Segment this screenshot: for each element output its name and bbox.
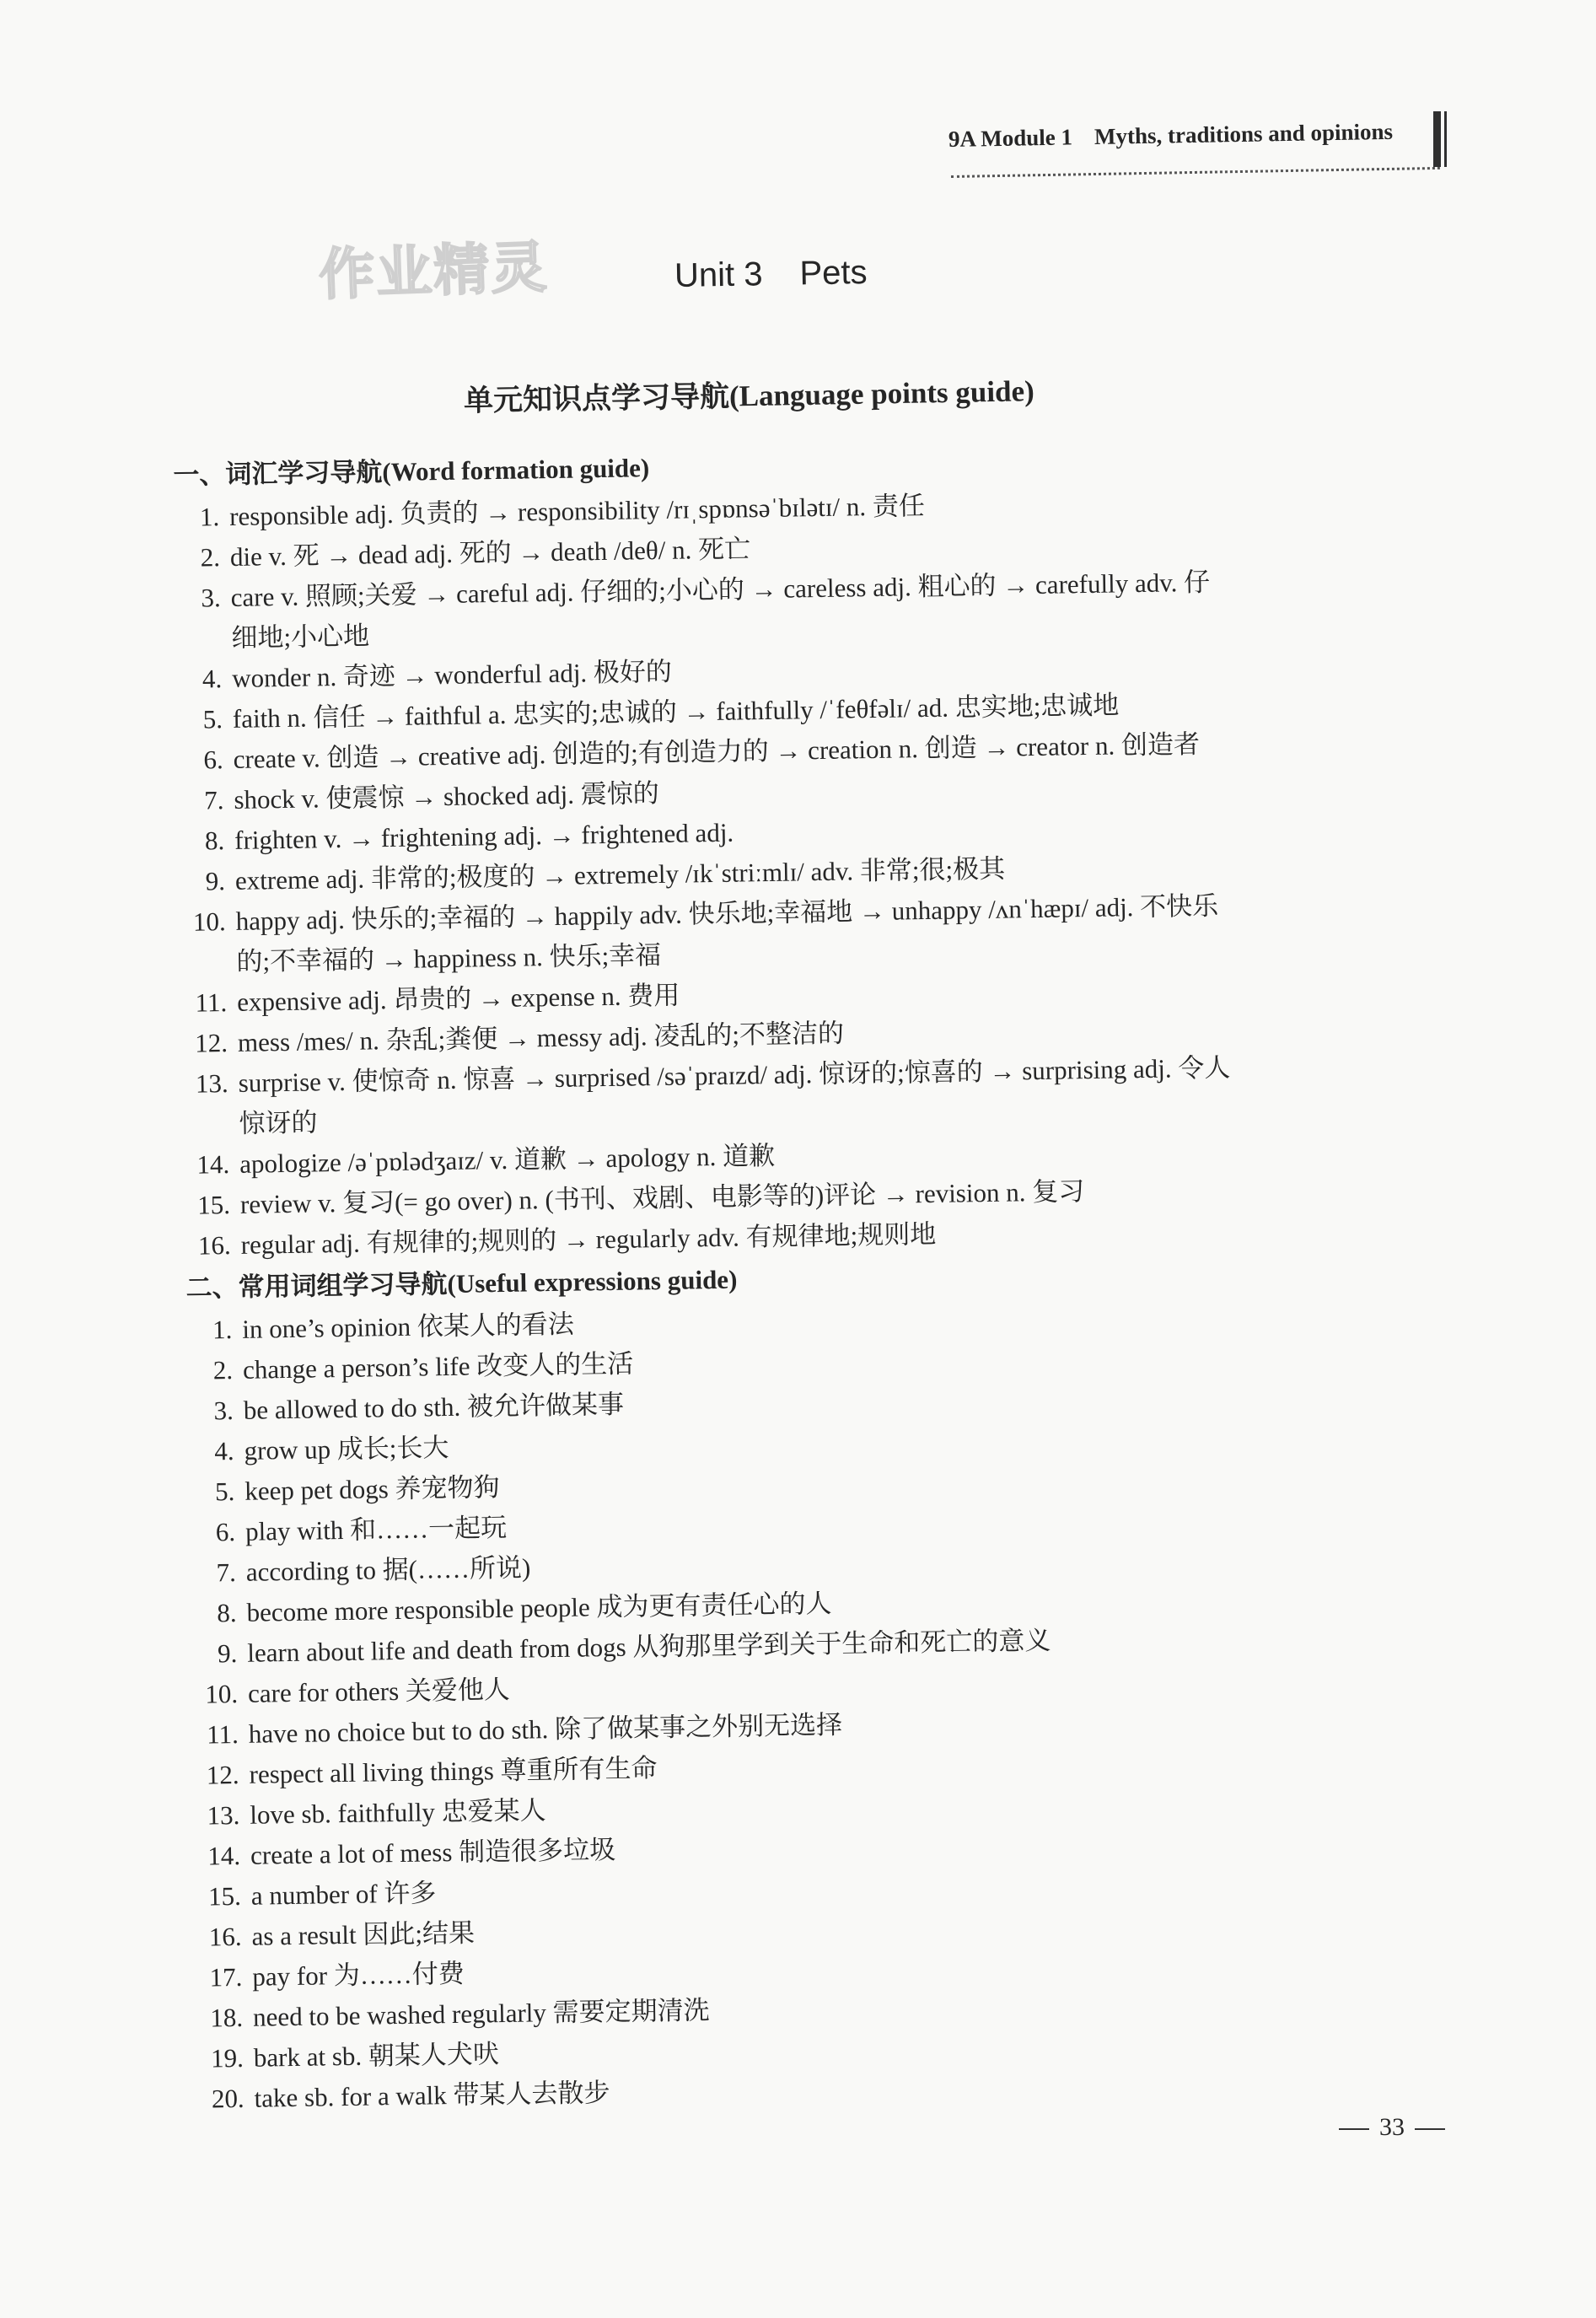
item-number: 6. (203, 745, 223, 775)
item-text: be allowed to do sth. 被允许做某事 (243, 1389, 625, 1425)
item-number: 8. (217, 1597, 237, 1628)
item-number: 7. (216, 1557, 237, 1588)
item-text: shock v. 使震惊 → shocked adj. 震惊的 (234, 777, 659, 815)
item-text: according to 据(……所说) (245, 1552, 531, 1587)
item-text: in one’s opinion 依某人的看法 (242, 1309, 575, 1344)
item-text: surprise v. 使惊奇 n. 惊喜 → surprised /səˈpraɪzd/ adj. 惊讶的;惊喜的 → surprising adj. 令人 (238, 1052, 1231, 1098)
item-number: 15. (207, 1880, 242, 1912)
item-number: 8. (204, 826, 225, 856)
item-text: apologize /əˈpɒlədʒaɪz/ v. 道歉 → apology n. 道歉 (239, 1140, 776, 1179)
item-number: 13. (207, 1799, 240, 1831)
guide-content (173, 433, 1514, 2119)
item-text-continuation: 细地;小心地 (231, 621, 370, 653)
item-text: keep pet dogs 养宠物狗 (245, 1472, 500, 1506)
item-text: happy adj. 快乐的;幸福的 → happily adv. 快乐地;幸福地 → unhappy /ʌnˈhæpɪ/ adj. 不快乐 (235, 890, 1219, 936)
item-text: mess /mes/ n. 杂乱;粪便 → messy adj. 凌乱的;不整洁的 (237, 1018, 845, 1057)
item-number: 6. (215, 1516, 236, 1547)
item-number: 9. (217, 1638, 238, 1669)
item-number: 20. (211, 2083, 245, 2114)
item-number: 4. (214, 1436, 234, 1466)
item-number: 14. (196, 1149, 230, 1180)
item-text: need to be washed regularly 需要定期清洗 (252, 1995, 710, 2032)
unit-label: Unit 3 (674, 255, 763, 294)
page-number (1329, 2113, 1455, 2142)
item-text: take sb. for a walk 带某人去散步 (254, 2078, 610, 2113)
section-heading: 二、常用词组学习导航(Useful expressions guide) (185, 1264, 738, 1303)
watermark-logo: 作业精灵 (317, 234, 550, 308)
item-number: 12. (206, 1759, 239, 1790)
item-text: respect all living things 尊重所有生命 (249, 1753, 658, 1789)
item-number: 13. (195, 1068, 229, 1099)
item-text: as a result 因此;结果 (251, 1917, 476, 1951)
running-header (948, 119, 1394, 153)
page-number-dash (1339, 2128, 1369, 2130)
item-number: 3. (201, 583, 221, 613)
header-edge-bar (1433, 111, 1441, 167)
item-text: responsible adj. 负责的 → responsibility /rɪˌspɒnsəˈbɪlətɪ/ n. 责任 (228, 491, 926, 531)
item-number: 5. (214, 1476, 235, 1507)
item-text-continuation: 的;不幸福的 → happiness n. 快乐;幸福 (236, 939, 662, 976)
item-text: create a lot of mess 制造很多垃圾 (250, 1834, 616, 1870)
item-number: 15. (196, 1190, 231, 1220)
item-text: care v. 照顾;关爱 → careful adj. 仔细的;小心的 → careless adj. 粗心的 → carefully adv. 仔 (230, 567, 1211, 612)
item-text: love sb. faithfully 忠爱某人 (250, 1795, 546, 1830)
item-number: 16. (197, 1230, 232, 1261)
item-number: 1. (199, 502, 220, 532)
item-number: 3. (213, 1396, 234, 1426)
item-text: grow up 成长;长大 (244, 1433, 449, 1466)
item-number: 9. (205, 866, 226, 896)
item-text: die v. 死 → dead adj. 死的 → death /deθ/ n. 死亡 (229, 534, 751, 572)
item-text: learn about life and death from dogs 从狗那里学到关于生命和死亡的意义 (247, 1625, 1051, 1668)
module-topic: Myths, traditions and opinions (1094, 118, 1394, 149)
item-number: 14. (207, 1840, 241, 1871)
section-heading: 一、词汇学习导航(Word formation guide) (173, 453, 650, 490)
item-number: 10. (192, 906, 226, 937)
item-text: become more responsible people 成为更有责任心的人 (246, 1588, 832, 1627)
guide-heading: 单元知识点学习导航(Language points guide) (463, 374, 1035, 417)
item-number: 4. (202, 664, 223, 694)
module-label: 9A Module 1 (948, 124, 1073, 152)
item-text: care for others 关爱他人 (247, 1674, 511, 1708)
item-text: a number of 许多 (250, 1878, 437, 1911)
unit-name: Pets (799, 254, 868, 293)
item-number: 12. (194, 1028, 228, 1058)
header-dotted-rule (951, 167, 1440, 178)
item-text: pay for 为……付费 (252, 1958, 465, 1992)
item-text: review v. 复习(= go over) n. (书刊、戏剧、电影等的)评论 → revision n. 复习 (239, 1176, 1085, 1219)
item-text-continuation: 惊讶的 (239, 1107, 318, 1138)
item-number: 2. (212, 1355, 234, 1385)
item-number: 19. (210, 2042, 245, 2073)
page-title (674, 254, 868, 295)
item-number: 2. (200, 542, 221, 573)
item-number: 11. (206, 1718, 239, 1750)
item-number: 17. (209, 1961, 243, 1993)
item-text: frighten v. → frightening adj. → frightened adj. (234, 817, 734, 855)
item-text: wonder n. 奇迹 → wonderful adj. 极好的 (231, 656, 673, 693)
item-number: 16. (208, 1921, 242, 1952)
page-number-value: 33 (1379, 2113, 1405, 2141)
item-text: regular adj. 有规律的;规则的 → regularly adv. 有规律地;规则地 (240, 1218, 937, 1260)
item-text: expensive adj. 昂贵的 → expense n. 费用 (236, 980, 680, 1017)
item-number: 1. (212, 1315, 233, 1345)
item-text: extreme adj. 非常的;极度的 → extremely /ɪkˈstriːmlɪ/ adv. 非常;很;极其 (234, 853, 1006, 895)
item-text: faith n. 信任 → faithful a. 忠实的;忠诚的 → faithfully /ˈfeθfəlɪ/ ad. 忠实地;忠诚地 (232, 690, 1120, 734)
item-number: 7. (203, 785, 224, 815)
item-text: create v. 创造 → creative adj. 创造的;有创造力的 → creation n. 创造 → creator n. 创造者 (233, 729, 1201, 774)
item-number: 11. (195, 987, 228, 1018)
item-number: 5. (202, 704, 223, 734)
item-number: 10. (205, 1678, 239, 1709)
item-text: have no choice but to do sth. 除了做某事之外别无选择 (248, 1709, 843, 1749)
item-text: change a person’s life 改变人的生活 (242, 1348, 634, 1385)
item-number: 18. (210, 2002, 244, 2033)
item-text: play with 和……一起玩 (245, 1512, 508, 1546)
item-text: bark at sb. 朝某人犬吠 (253, 2039, 500, 2073)
header-edge-bar-thin (1444, 111, 1447, 167)
page-number-dash (1415, 2128, 1445, 2130)
